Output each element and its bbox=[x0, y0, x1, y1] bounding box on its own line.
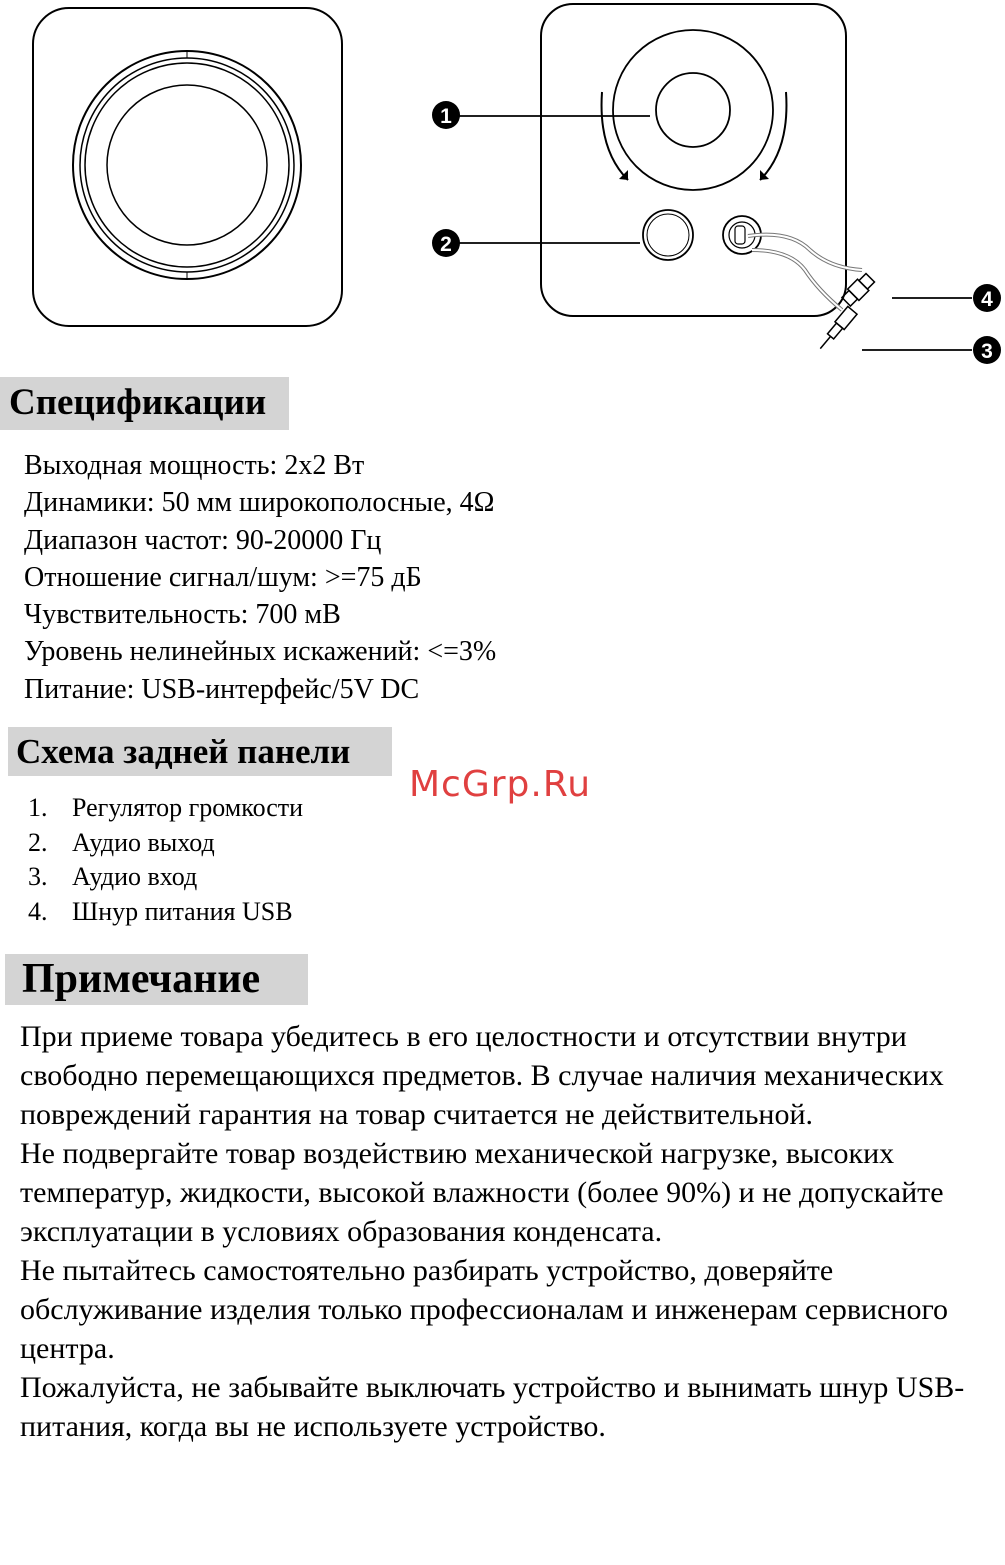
note-body bbox=[20, 1017, 980, 1446]
volume-knob-ring bbox=[613, 30, 773, 190]
rear-panel-item-number: 4. bbox=[28, 896, 48, 926]
svg-text:4: 4 bbox=[981, 288, 993, 311]
rear-panel-item-label: Аудио выход bbox=[72, 827, 215, 857]
rear-panel-item bbox=[28, 791, 303, 826]
rear-panel-item-label: Аудио вход bbox=[72, 862, 198, 891]
svg-text:1: 1 bbox=[440, 105, 452, 128]
note-paragraph: Не подвергайте товар воздействию механической нагрузке, высоких температур, жидкости, высокой влажности (более 90%) и не допускайте эксплуатации в условиях образования конденсата. bbox=[20, 1137, 944, 1248]
rear-panel-item-label: Регулятор громкости bbox=[72, 793, 304, 822]
audio-plug bbox=[816, 306, 857, 352]
specs-heading-underline bbox=[0, 428, 289, 430]
spec-item: Чувствительность: 700 мВ bbox=[24, 599, 341, 631]
svg-text:2: 2 bbox=[440, 233, 452, 256]
rear-panel-item bbox=[28, 826, 303, 861]
spec-item: Выходная мощность: 2x2 Вт bbox=[24, 450, 365, 481]
rear-panel-item bbox=[28, 860, 303, 895]
rear-panel-item bbox=[28, 895, 303, 930]
speaker-front-view bbox=[33, 8, 342, 326]
spec-item: Отношение сигнал/шум: >=75 дБ bbox=[24, 561, 422, 593]
svg-text:3: 3 bbox=[981, 340, 993, 363]
callout-3 bbox=[973, 336, 1001, 364]
rear-panel-list bbox=[28, 791, 303, 929]
rear-panel-item-number: 2. bbox=[28, 827, 48, 857]
spec-item: Питание: USB-интерфейс/5V DC bbox=[24, 673, 420, 705]
specs-list bbox=[24, 447, 496, 708]
note-paragraph: Не пытайтесь самостоятельно разбирать устройство, доверяйте обслуживание изделия только профессионалам и инженерам сервисного центра. bbox=[20, 1254, 949, 1365]
speaker-diagram bbox=[0, 0, 1005, 370]
rear-panel-heading: Схема задней панели bbox=[8, 727, 392, 776]
rear-panel-item-number: 3. bbox=[28, 862, 48, 891]
speaker-back-view bbox=[456, 4, 972, 352]
volume-knob bbox=[656, 73, 730, 147]
note-paragraph: Пожалуйста, не забывайте выключать устройство и вынимать шнур USB-питания, когда вы не используете устройство. bbox=[20, 1371, 965, 1443]
note-paragraph: При приеме товара убедитесь в его целостности и отсутствии внутри свободно перемещающихся предметов. В случае наличия механических повреждений гарантия на товар считается не действительной. bbox=[20, 1020, 944, 1131]
rear-panel-item-number: 1. bbox=[28, 793, 48, 822]
specs-heading: Спецификации bbox=[0, 377, 289, 428]
callout-1 bbox=[432, 101, 460, 129]
callout-4 bbox=[973, 284, 1001, 312]
note-heading: Примечание bbox=[5, 954, 308, 1005]
audio-out-jack bbox=[643, 210, 693, 260]
spec-item: Диапазон частот: 90-20000 Гц bbox=[24, 524, 382, 556]
watermark: McGrp.Ru bbox=[409, 764, 592, 805]
spec-item: Уровень нелинейных искажений: <=3% bbox=[24, 636, 497, 668]
spec-item: Динамики: 50 мм широкополосные, 4Ω bbox=[24, 487, 495, 519]
rear-panel-item-label: Шнур питания USB bbox=[72, 896, 293, 926]
callout-2 bbox=[432, 229, 460, 257]
